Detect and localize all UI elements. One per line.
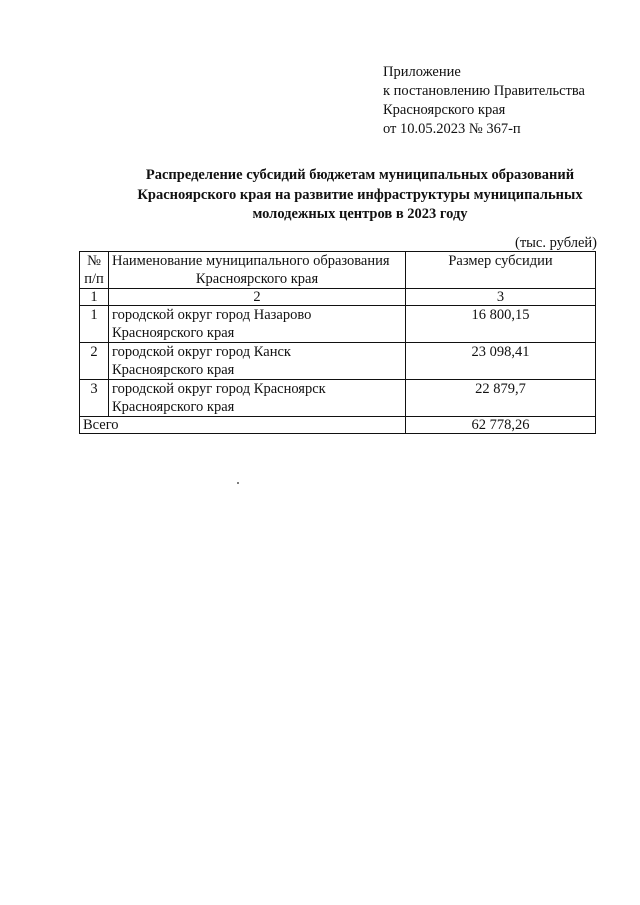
- units-label: (тыс. рублей): [515, 235, 597, 251]
- row-name-cell: [109, 343, 406, 380]
- header-num-line-2: п/п: [84, 271, 104, 287]
- row-amount: 16 800,15: [406, 306, 596, 343]
- scan-speck: [237, 482, 239, 484]
- row-num: 3: [80, 380, 109, 417]
- row-name-cell: [109, 306, 406, 343]
- title-line-1: Распределение субсидий бюджетам муниципальных образований: [145, 167, 575, 183]
- table-row: [80, 343, 596, 380]
- total-label: Всего: [80, 417, 406, 434]
- annex-line-3: Красноярского края: [383, 102, 506, 118]
- row-name-line-1: городской округ город Красноярск: [112, 381, 326, 397]
- header-name-line-1: Наименование муниципального образования: [112, 253, 390, 269]
- row-amount: 23 098,41: [406, 343, 596, 380]
- row-name-line-2: Красноярского края: [112, 325, 235, 341]
- table-header-row: [80, 252, 596, 289]
- header-num-cell: [80, 252, 109, 289]
- table-row: [80, 306, 596, 343]
- document-title: [70, 166, 640, 225]
- total-row: [80, 417, 596, 434]
- row-name-line-1: городской округ город Канск: [112, 344, 291, 360]
- row-name-line-2: Красноярского края: [112, 362, 235, 378]
- row-amount: 22 879,7: [406, 380, 596, 417]
- total-amount: 62 778,26: [406, 417, 596, 434]
- row-name-line-2: Красноярского края: [112, 399, 235, 415]
- row-num: 2: [80, 343, 109, 380]
- table-row: [80, 380, 596, 417]
- header-amount: Размер субсидии: [448, 253, 553, 269]
- column-index-1: 1: [80, 289, 109, 306]
- annex-line-1: Приложение: [383, 64, 461, 80]
- row-num: 1: [80, 306, 109, 343]
- column-index-row: [80, 289, 596, 306]
- column-index-3: 3: [406, 289, 596, 306]
- annex-line-2: к постановлению Правительства: [383, 83, 585, 99]
- column-index-2: 2: [109, 289, 406, 306]
- row-name-cell: [109, 380, 406, 417]
- title-line-2: Красноярского края на развитие инфраструктуры муниципальных: [137, 186, 583, 203]
- header-num-line-1: №: [87, 253, 101, 269]
- header-name-cell: [109, 252, 406, 289]
- annex-block: [383, 63, 585, 139]
- header-name-line-2: Красноярского края: [195, 271, 319, 287]
- header-amount-cell: [406, 252, 596, 289]
- title-line-3: молодежных центров в 2023 году: [252, 206, 468, 222]
- annex-line-4: от 10.05.2023 № 367-п: [383, 121, 521, 137]
- row-name-line-1: городской округ город Назарово: [112, 307, 312, 323]
- subsidy-table: [79, 251, 596, 434]
